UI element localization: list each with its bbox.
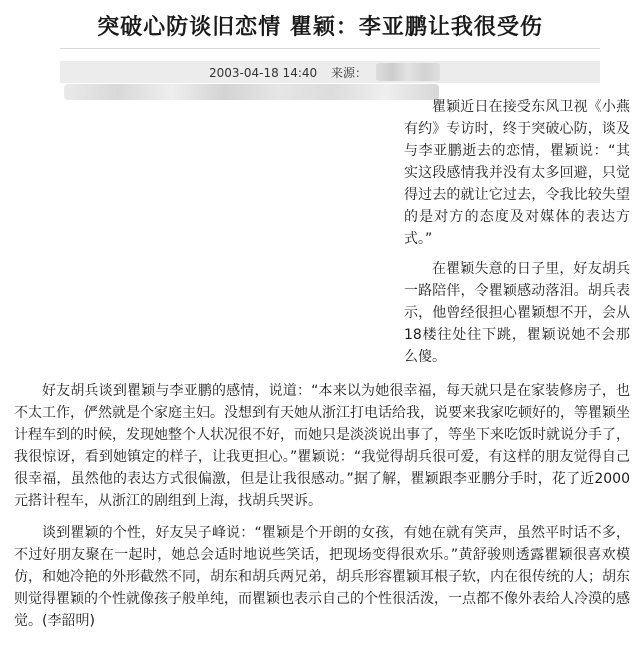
paragraph-1: 瞿颖近日在接受东风卫视《小燕有约》专访时，终于突破心防，谈及与李亚鹏逝去的恋情，瞿颖说：“其实这段感情我并没有太多回避，只觉得过去的就让它过去，令我比较失望的是对方的态度及对媒体的表达方式。”	[404, 99, 630, 247]
paragraph-3: 好友胡兵谈到瞿颖与李亚鹏的感情，说道：“本来以为她很幸福，每天就只是在家装修房子，也不太工作，俨然就是个家庭主妇。没想到有天她从浙江打电话给我，说要来我家吃顿好的，等瞿颖坐计程车到的时候，发现她整个人状况很不好，而她只是淡淡说出事了，等坐下来吃饭时就说分手了，我很惊讶，看到她镇定的样子，让我更担心。”瞿颖说：“我觉得胡兵很可爱，有这样的朋友觉得自己很幸福，虽然他的表达方式很偏激，但是让我很感动。”据了解，瞿颖跟李亚鹏分手时，花了近2000元搭计程车，从浙江的剧组到上海，找胡兵哭诉。	[14, 383, 630, 509]
title-divider	[60, 48, 600, 49]
article-meta	[209, 64, 367, 81]
blurred-source	[376, 63, 440, 81]
publish-date: 2003-04-18 14:40	[209, 66, 318, 80]
paragraph-4: 谈到瞿颖的个性，好友吴子峰说：“瞿颖是个开朗的女孩，有她在就有笑声，虽然平时话不多，不过好朋友聚在一起时，她总会适时地说些笑话，把现场变得很欢乐。”黄舒骏则透露瞿颖很喜欢模仿，和她冷艳的外形截然不同，胡东和胡兵两兄弟，胡兵形容瞿颖耳根子软，内在很传统的人；胡东则觉得瞿颖的个性就像孩子般单纯，而瞿颖也表示自己的个性很活泼，一点都不像外表给人冷漠的感觉。(李韶明)	[14, 525, 630, 629]
blurred-region	[64, 84, 439, 100]
paragraph-2: 在瞿颖失意的日子里，好友胡兵一路陪伴，令瞿颖感动落泪。胡兵表示，他曾经很担心瞿颖想不开，会从18楼往处往下跳，瞿颖说她不会那么傻。	[404, 261, 630, 365]
article-title: 突破心防谈旧恋情 瞿颖：李亚鹏让我很受伤	[97, 15, 543, 40]
source-label: 来源：	[330, 66, 367, 80]
